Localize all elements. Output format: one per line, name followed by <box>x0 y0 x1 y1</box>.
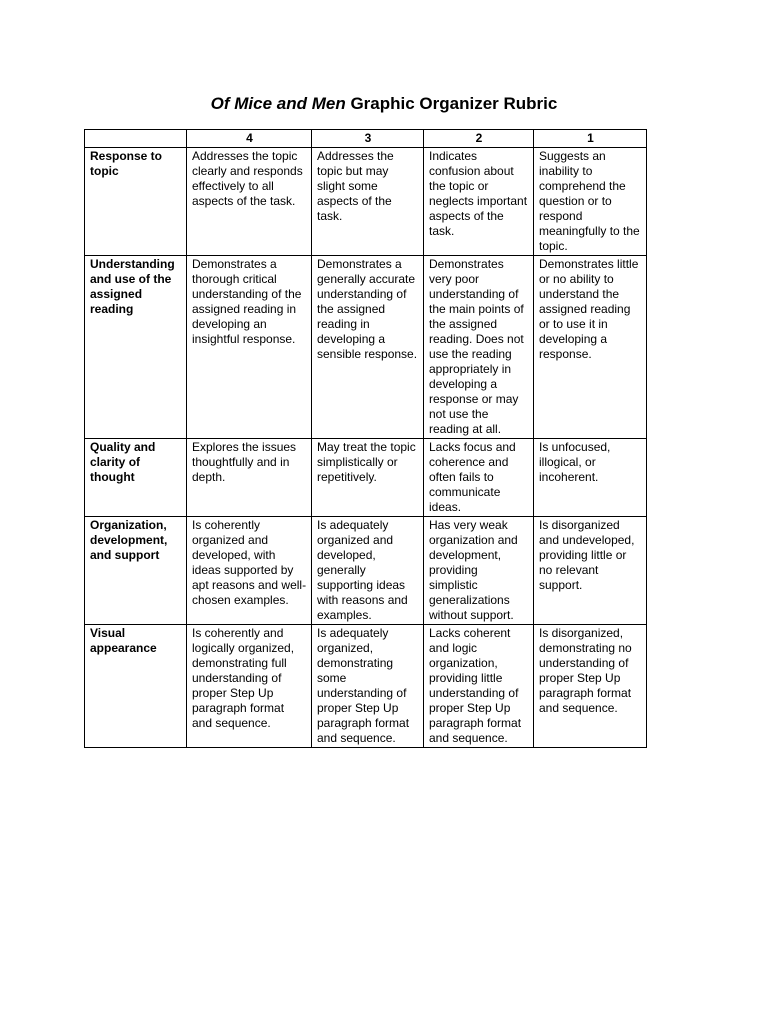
score-cell: Has very weak organization and development, providing simplistic generalizations without support. <box>424 517 534 625</box>
header-cell-score-3: 3 <box>312 130 424 148</box>
score-cell: Is unfocused, illogical, or incoherent. <box>534 439 647 517</box>
score-cell: Suggests an inability to comprehend the question or to respond meaningfully to the topic. <box>534 148 647 256</box>
score-cell: Is adequately organized and developed, generally supporting ideas with reasons and examples. <box>312 517 424 625</box>
page-title <box>0 93 768 115</box>
score-cell: Lacks focus and coherence and often fails to communicate ideas. <box>424 439 534 517</box>
score-cell: Addresses the topic but may slight some aspects of the task. <box>312 148 424 256</box>
criterion-cell: Visual appearance <box>85 625 187 748</box>
header-cell-score-1: 1 <box>534 130 647 148</box>
title-rest: Graphic Organizer Rubric <box>345 94 558 113</box>
score-cell: Demonstrates very poor understanding of the main points of the assigned reading. Does not use the reading appropriately in developing a response or may not use the reading at all. <box>424 256 534 439</box>
score-cell: Is coherently and logically organized, demonstrating full understanding of proper Step Up paragraph format and sequence. <box>187 625 312 748</box>
criterion-cell: Understanding and use of the assigned reading <box>85 256 187 439</box>
score-cell: Is coherently organized and developed, with ideas supported by apt reasons and well-chosen examples. <box>187 517 312 625</box>
header-row <box>85 130 647 148</box>
criterion-cell: Response to topic <box>85 148 187 256</box>
criterion-cell: Quality and clarity of thought <box>85 439 187 517</box>
score-cell: Demonstrates little or no ability to understand the assigned reading or to use it in developing a response. <box>534 256 647 439</box>
rubric-table <box>84 129 647 748</box>
score-cell: Addresses the topic clearly and responds effectively to all aspects of the task. <box>187 148 312 256</box>
score-cell: Is disorganized and undeveloped, providing little or no relevant support. <box>534 517 647 625</box>
table-row <box>85 439 647 517</box>
score-cell: Explores the issues thoughtfully and in depth. <box>187 439 312 517</box>
header-cell-score-2: 2 <box>424 130 534 148</box>
criterion-cell: Organization, development, and support <box>85 517 187 625</box>
score-cell: Demonstrates a generally accurate understanding of the assigned reading in developing a sensible response. <box>312 256 424 439</box>
score-cell: Lacks coherent and logic organization, providing little understanding of proper Step Up paragraph format and sequence. <box>424 625 534 748</box>
table-row <box>85 148 647 256</box>
table-row <box>85 256 647 439</box>
score-cell: Is disorganized, demonstrating no understanding of proper Step Up paragraph format and sequence. <box>534 625 647 748</box>
score-cell: Indicates confusion about the topic or neglects important aspects of the task. <box>424 148 534 256</box>
header-cell-criteria <box>85 130 187 148</box>
score-cell: Is adequately organized, demonstrating some understanding of proper Step Up paragraph format and sequence. <box>312 625 424 748</box>
score-cell: Demonstrates a thorough critical understanding of the assigned reading in developing an insightful response. <box>187 256 312 439</box>
table-row <box>85 625 647 748</box>
header-cell-score-4: 4 <box>187 130 312 148</box>
title-book-name: Of Mice and Men <box>210 94 346 113</box>
table-row <box>85 517 647 625</box>
score-cell: May treat the topic simplistically or repetitively. <box>312 439 424 517</box>
